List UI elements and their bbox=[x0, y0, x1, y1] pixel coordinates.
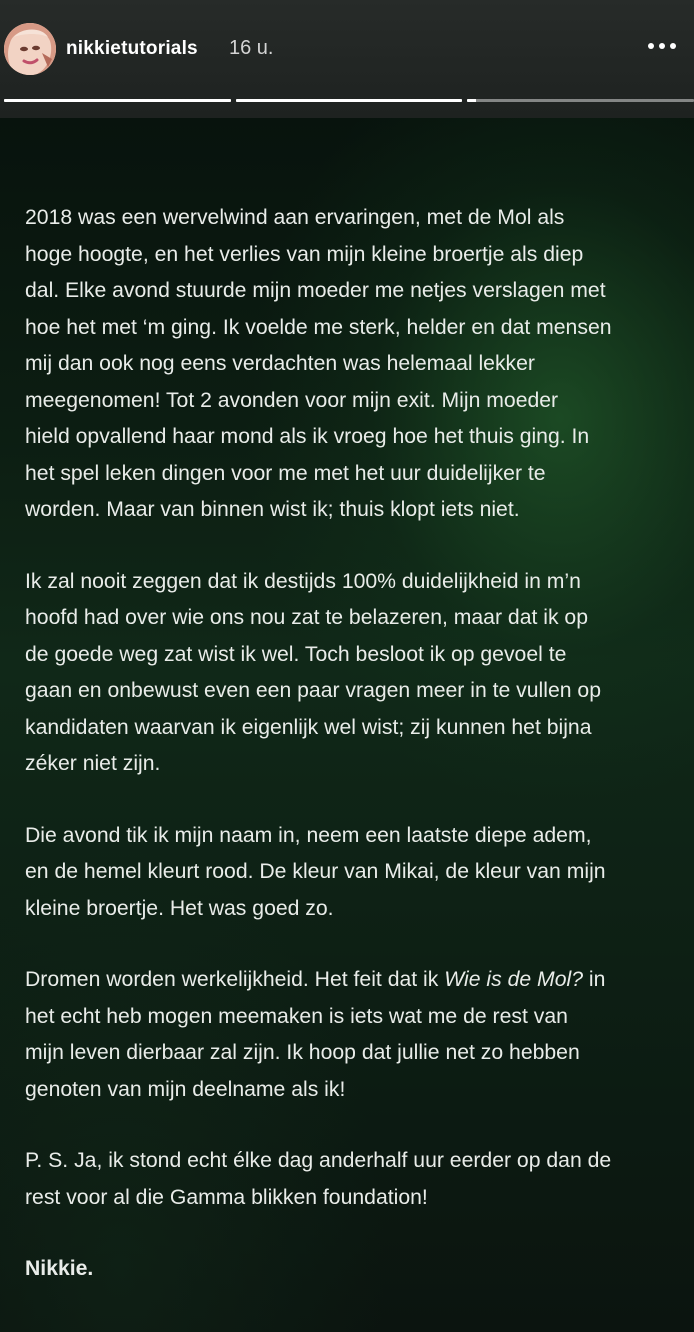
progress-fill bbox=[467, 99, 476, 102]
story-progress-segment bbox=[467, 99, 694, 102]
paragraph-1 bbox=[25, 200, 690, 529]
text-line: zéker niet zijn. bbox=[25, 752, 161, 775]
paragraph-3 bbox=[25, 818, 690, 928]
username[interactable]: nikkietutorials bbox=[66, 38, 198, 59]
text-line: genoten van mijn deelname als ik! bbox=[25, 1077, 346, 1101]
text-line: rest voor al die Gamma blikken foundation! bbox=[25, 1185, 428, 1209]
more-horizontal-icon bbox=[648, 43, 654, 49]
text-line: hoe het met ‘m ging. Ik voelde me sterk, helder en dat mensen bbox=[25, 315, 612, 339]
paragraph-5 bbox=[25, 1143, 690, 1216]
text-line: mijn leven dierbaar zal zijn. Ik hoop dat jullie net zo hebben bbox=[25, 1041, 580, 1064]
text-line: het echt heb mogen meemaken is iets wat me de rest van bbox=[25, 1004, 568, 1028]
text-line: gaan en onbewust even een paar vragen meer in te vullen op bbox=[25, 679, 601, 702]
avatar[interactable] bbox=[4, 23, 56, 75]
story-header bbox=[0, 0, 694, 118]
story-content[interactable] bbox=[0, 118, 694, 1332]
text-line: de goede weg zat wist ik wel. Toch besloot ik op gevoel te bbox=[25, 642, 567, 666]
text-line: P. S. Ja, ik stond echt élke dag anderhalf uur eerder op dan de bbox=[25, 1149, 612, 1172]
text-line: het spel leken dingen voor me met het uur duidelijker te bbox=[25, 461, 546, 485]
signature-text: Nikkie. bbox=[25, 1257, 94, 1280]
signature bbox=[25, 1251, 690, 1288]
more-horizontal-icon bbox=[670, 43, 676, 49]
progress-fill bbox=[236, 99, 463, 102]
text-line: hoge hoogte, en het verlies van mijn kleine broertje als diep bbox=[25, 242, 584, 266]
more-horizontal-icon bbox=[659, 43, 665, 49]
text-fragment: Dromen worden werkelijkheid. Het feit dat ik bbox=[25, 968, 445, 991]
text-line: hoofd had over wie ons nou zat te belazeren, maar dat ik op bbox=[25, 606, 588, 629]
text-line: 2018 was een wervelwind aan ervaringen, met de Mol als bbox=[25, 206, 565, 229]
text-line: en de hemel kleurt rood. De kleur van Mikai, de kleur van mijn bbox=[25, 860, 606, 883]
story-progress-segment bbox=[4, 99, 231, 102]
paragraph-4 bbox=[25, 962, 690, 1108]
story-progress-bar bbox=[4, 99, 694, 103]
story-text bbox=[25, 200, 690, 1323]
more-options-button[interactable] bbox=[638, 28, 686, 64]
post-timestamp: 16 u. bbox=[229, 37, 274, 59]
progress-fill bbox=[4, 99, 231, 102]
text-line: mij dan ook nog eens verdachten was helemaal lekker bbox=[25, 352, 535, 375]
show-title: Wie is de Mol? bbox=[444, 968, 583, 991]
story-progress-segment bbox=[236, 99, 463, 102]
text-line: hield opvallend haar mond als ik vroeg hoe het thuis ging. In bbox=[25, 425, 590, 448]
text-fragment: in bbox=[582, 968, 606, 991]
text-line: meegenomen! Tot 2 avonden voor mijn exit. Mijn moeder bbox=[25, 388, 559, 412]
text-line: kleine broertje. Het was goed zo. bbox=[25, 896, 334, 920]
text-line: kandidaten waarvan ik eigenlijk wel wist; zij kunnen het bijna bbox=[25, 715, 592, 739]
text-line: dal. Elke avond stuurde mijn moeder me netjes verslagen met bbox=[25, 279, 606, 302]
text-line: Ik zal nooit zeggen dat ik destijds 100% duidelijkheid in m’n bbox=[25, 569, 581, 593]
paragraph-2 bbox=[25, 564, 690, 783]
text-line: Die avond tik ik mijn naam in, neem een laatste diepe adem, bbox=[25, 823, 592, 847]
text-line bbox=[25, 962, 690, 999]
text-line: worden. Maar van binnen wist ik; thuis klopt iets niet. bbox=[25, 498, 520, 521]
